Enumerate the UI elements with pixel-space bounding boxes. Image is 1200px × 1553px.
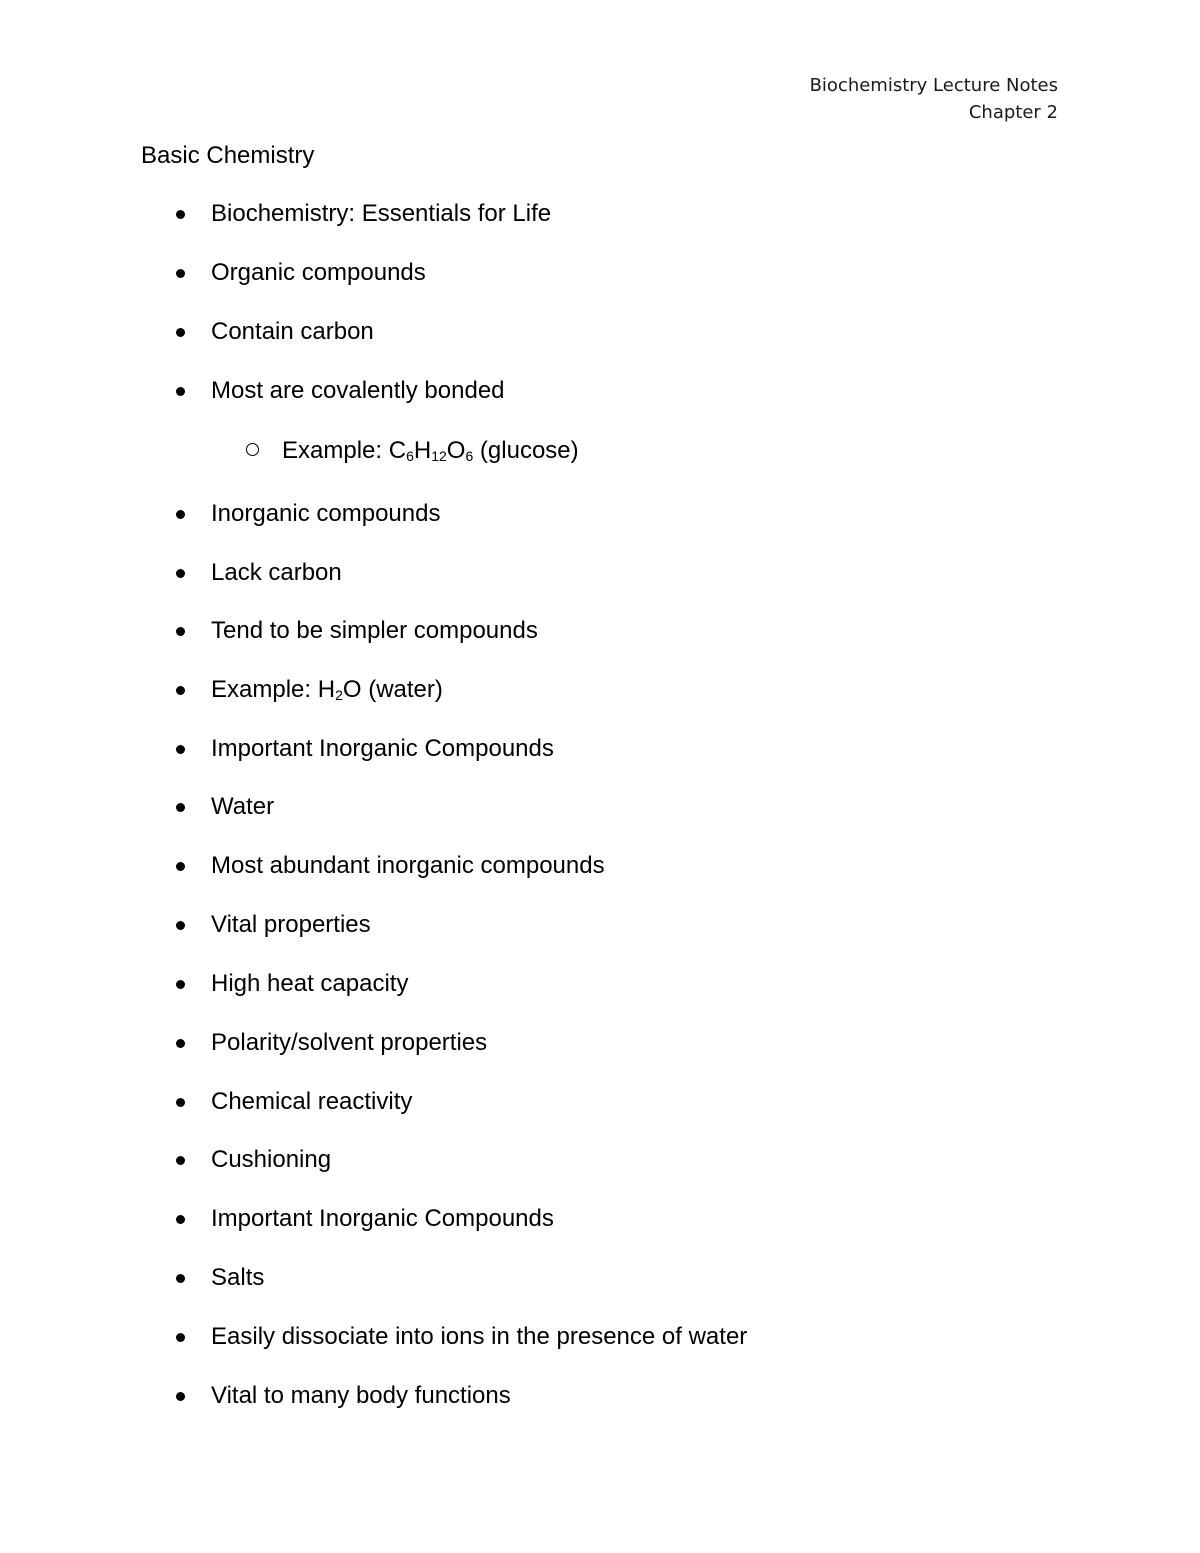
list-item-text: Easily dissociate into ions in the presence of water [211,1323,748,1350]
list-item-text: Polarity/solvent properties [211,1029,488,1056]
bullet-icon [176,1333,185,1342]
subscript: 2 [335,687,343,703]
list-item-text: Salts [211,1264,265,1291]
list-item-text: Most are covalently bonded [211,377,505,404]
list-item-text: Tend to be simpler compounds [211,617,538,644]
list-item-text: Biochemistry: Essentials for Life [211,200,552,227]
list-item-text: Lack carbon [211,559,342,586]
list-item-text: Example: $C_6H_{12}O_6$ (glucose) [282,437,579,464]
hollow-bullet-icon [246,443,259,456]
bullet-icon [176,510,185,519]
bullet-icon [176,686,185,695]
list-item-text: Water [211,793,275,820]
bullet-icon [176,1039,185,1048]
bullet-icon [176,1274,185,1283]
subscript: 12 [431,448,447,464]
bullet-icon [176,803,185,812]
list-item-text: Contain carbon [211,318,374,345]
header-title: Biochemistry Lecture Notes [809,75,1058,96]
bullet-icon [176,328,185,337]
bullet-icon [176,1156,185,1165]
subscript: 6 [406,448,414,464]
bullet-icon [176,1392,185,1401]
bullet-icon [176,387,185,396]
list-item-text: Vital to many body functions [211,1382,511,1409]
list-item-text: Important Inorganic Compounds [211,1205,554,1232]
list-item-text: Vital properties [211,911,371,938]
list-item-text: High heat capacity [211,970,409,997]
bullet-icon [176,921,185,930]
bullet-icon [176,862,185,871]
bullet-icon [176,269,185,278]
page-header [810,72,1058,126]
header-chapter: Chapter 2 [968,102,1058,123]
bullet-icon [176,745,185,754]
bullet-icon [176,627,185,636]
list-item-text: Important Inorganic Compounds [211,735,554,762]
list-item-text: Cushioning [211,1146,332,1173]
bullet-icon [176,1098,185,1107]
list-item-text: Chemical reactivity [211,1088,413,1115]
bullet-icon [176,569,185,578]
list-item-text: Most abundant inorganic compounds [211,852,605,879]
bullet-icon [176,980,185,989]
list-item-text: Inorganic compounds [211,500,441,527]
bullet-icon [176,1215,185,1224]
subscript: 6 [465,448,474,464]
document-title: Basic Chemistry [141,142,315,169]
list-item-text: Example: $H_2O$ (water) [211,676,443,703]
bullet-icon [176,210,185,219]
list-item-text: Organic compounds [211,259,426,286]
